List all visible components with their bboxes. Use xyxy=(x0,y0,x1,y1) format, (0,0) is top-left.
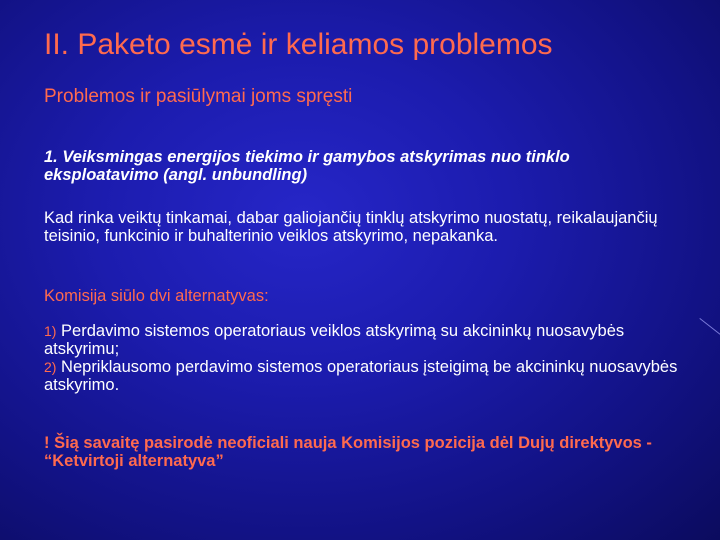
body-paragraph: Kad rinka veiktų tinkamai, dabar galiojančių tinklų atskyrimo nuostatų, reikalaujančių teisinio, funkcinio ir buhalterinio veiklos atskyrimo, nepakanka. xyxy=(44,209,658,245)
alternatives-list xyxy=(44,322,684,394)
slide-title: II. Paketo esmė ir keliamos problemos xyxy=(44,28,553,61)
notice-text: ! Šią savaitę pasirodė neoficiali nauja Komisijos pozicija dėl Dujų direktyvos - “Ketvirtoji alternatyva” xyxy=(44,434,652,470)
alternative-item xyxy=(44,322,684,358)
alternative-number: 1) xyxy=(44,323,57,339)
proposal-intro: Komisija siūlo dvi alternatyvas: xyxy=(44,287,269,305)
alternative-text: Nepriklausomo perdavimo sistemos operatoriaus įsteigimą be akcininkų nuosavybės atskyrimo. xyxy=(44,358,678,394)
decorative-line xyxy=(698,300,720,340)
point-heading: 1. Veiksmingas energijos tiekimo ir gamybos atskyrimas nuo tinklo eksploatavimo (angl. unbundling) xyxy=(44,148,570,184)
slide-subtitle: Problemos ir pasiūlymai joms spręsti xyxy=(44,86,353,107)
alternative-item xyxy=(44,358,684,394)
alternative-text: Perdavimo sistemos operatoriaus veiklos atskyrimą su akcininkų nuosavybės atskyrimu; xyxy=(44,322,625,358)
alternative-number: 2) xyxy=(44,359,57,375)
